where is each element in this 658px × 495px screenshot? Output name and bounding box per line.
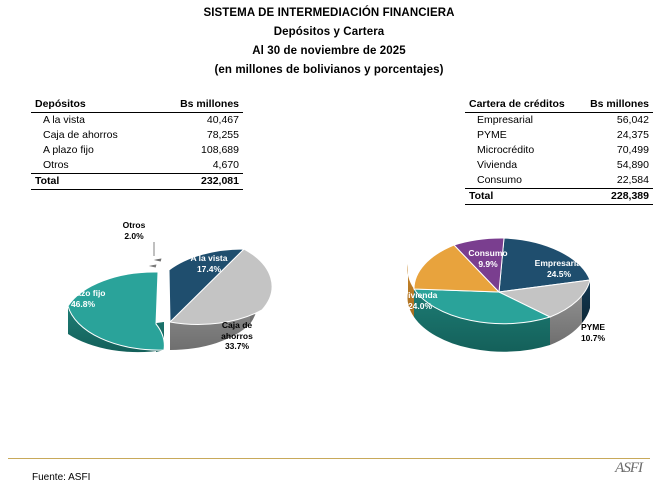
title-line-2: Depósitos y Cartera (273, 26, 385, 38)
credit-row-value: 24,375 (616, 129, 649, 141)
deposits-row-value: 40,467 (206, 114, 239, 126)
credit-row-value: 56,042 (616, 114, 649, 126)
deposits-total-value: 232,081 (153, 174, 243, 190)
table-header-row (465, 97, 653, 113)
deposits-label-a-la-vista: A la vista 17.4% (190, 253, 228, 274)
footer-divider (8, 458, 650, 459)
deposits-pie-chart (6, 210, 326, 440)
credit-header-value: Bs millones (579, 97, 653, 113)
title-line-1: SISTEMA DE INTERMEDIACIÓN FINANCIERA (203, 7, 455, 19)
deposits-slice-otros-b (147, 264, 157, 268)
deposits-slice-otros (152, 258, 162, 262)
credit-total-label: Total (465, 189, 579, 205)
credit-row-label: PYME (477, 129, 507, 141)
page-title (0, 4, 658, 80)
credit-label-vivienda: Vivienda 24.0% (402, 290, 438, 311)
credit-row-value: 70,499 (616, 144, 649, 156)
deposits-row-label: A la vista (43, 114, 86, 126)
deposits-label-a-plazo-fijo: A plazo fijo 46.8% (60, 288, 106, 309)
table-row (31, 158, 243, 174)
credit-row-value: 22,584 (616, 174, 649, 186)
deposits-label-otros: Otros 2.0% (122, 220, 146, 241)
credit-label-microcredito: Microcrédito 30.9% (454, 350, 506, 371)
credit-row-label: Empresarial (477, 114, 534, 126)
credit-portfolio-table (465, 97, 653, 205)
deposits-label-caja-de-ahorros: Caja de ahorros 33.7% (221, 320, 253, 351)
credit-label-empresarial: Empresarial 24.5% (534, 258, 584, 279)
deposits-pie-svg (6, 210, 326, 440)
deposits-header-value: Bs millones (153, 97, 243, 113)
table-row (31, 143, 243, 158)
deposits-table (31, 97, 243, 190)
credit-pie-chart (336, 210, 656, 440)
credit-total-row (465, 189, 653, 205)
table-row (465, 158, 653, 173)
deposits-row-value: 4,670 (212, 159, 239, 171)
credit-row-value: 54,890 (616, 159, 649, 171)
credit-row-label: Consumo (477, 174, 522, 186)
table-row (465, 173, 653, 189)
table-row (465, 128, 653, 143)
credit-total-value: 228,389 (579, 189, 653, 205)
table-header-row (31, 97, 243, 113)
credit-header-label: Cartera de créditos (465, 97, 579, 113)
deposits-row-label: A plazo fijo (43, 144, 94, 156)
title-line-4: (en millones de bolivianos y porcentajes) (214, 64, 444, 76)
credit-label-pyme: PYME 10.7% (580, 322, 606, 343)
deposits-row-value: 108,689 (201, 144, 239, 156)
deposits-total-label: Total (31, 174, 153, 190)
deposits-row-label: Otros (43, 159, 69, 171)
credit-label-consumo: Consumo 9.9% (468, 248, 508, 269)
deposits-row-value: 78,255 (206, 129, 239, 141)
asfi-logo: ASFI (615, 460, 642, 476)
deposits-row-label: Caja de ahorros (43, 129, 118, 141)
credit-row-label: Vivienda (477, 159, 518, 171)
table-row (465, 143, 653, 158)
table-row (465, 113, 653, 129)
table-row (31, 113, 243, 129)
source-note: Fuente: ASFI (32, 472, 91, 483)
table-row (31, 128, 243, 143)
deposits-header-label: Depósitos (31, 97, 153, 113)
credit-row-label: Microcrédito (477, 144, 535, 156)
deposits-total-row (31, 174, 243, 190)
title-line-3: Al 30 de noviembre de 2025 (252, 45, 406, 57)
